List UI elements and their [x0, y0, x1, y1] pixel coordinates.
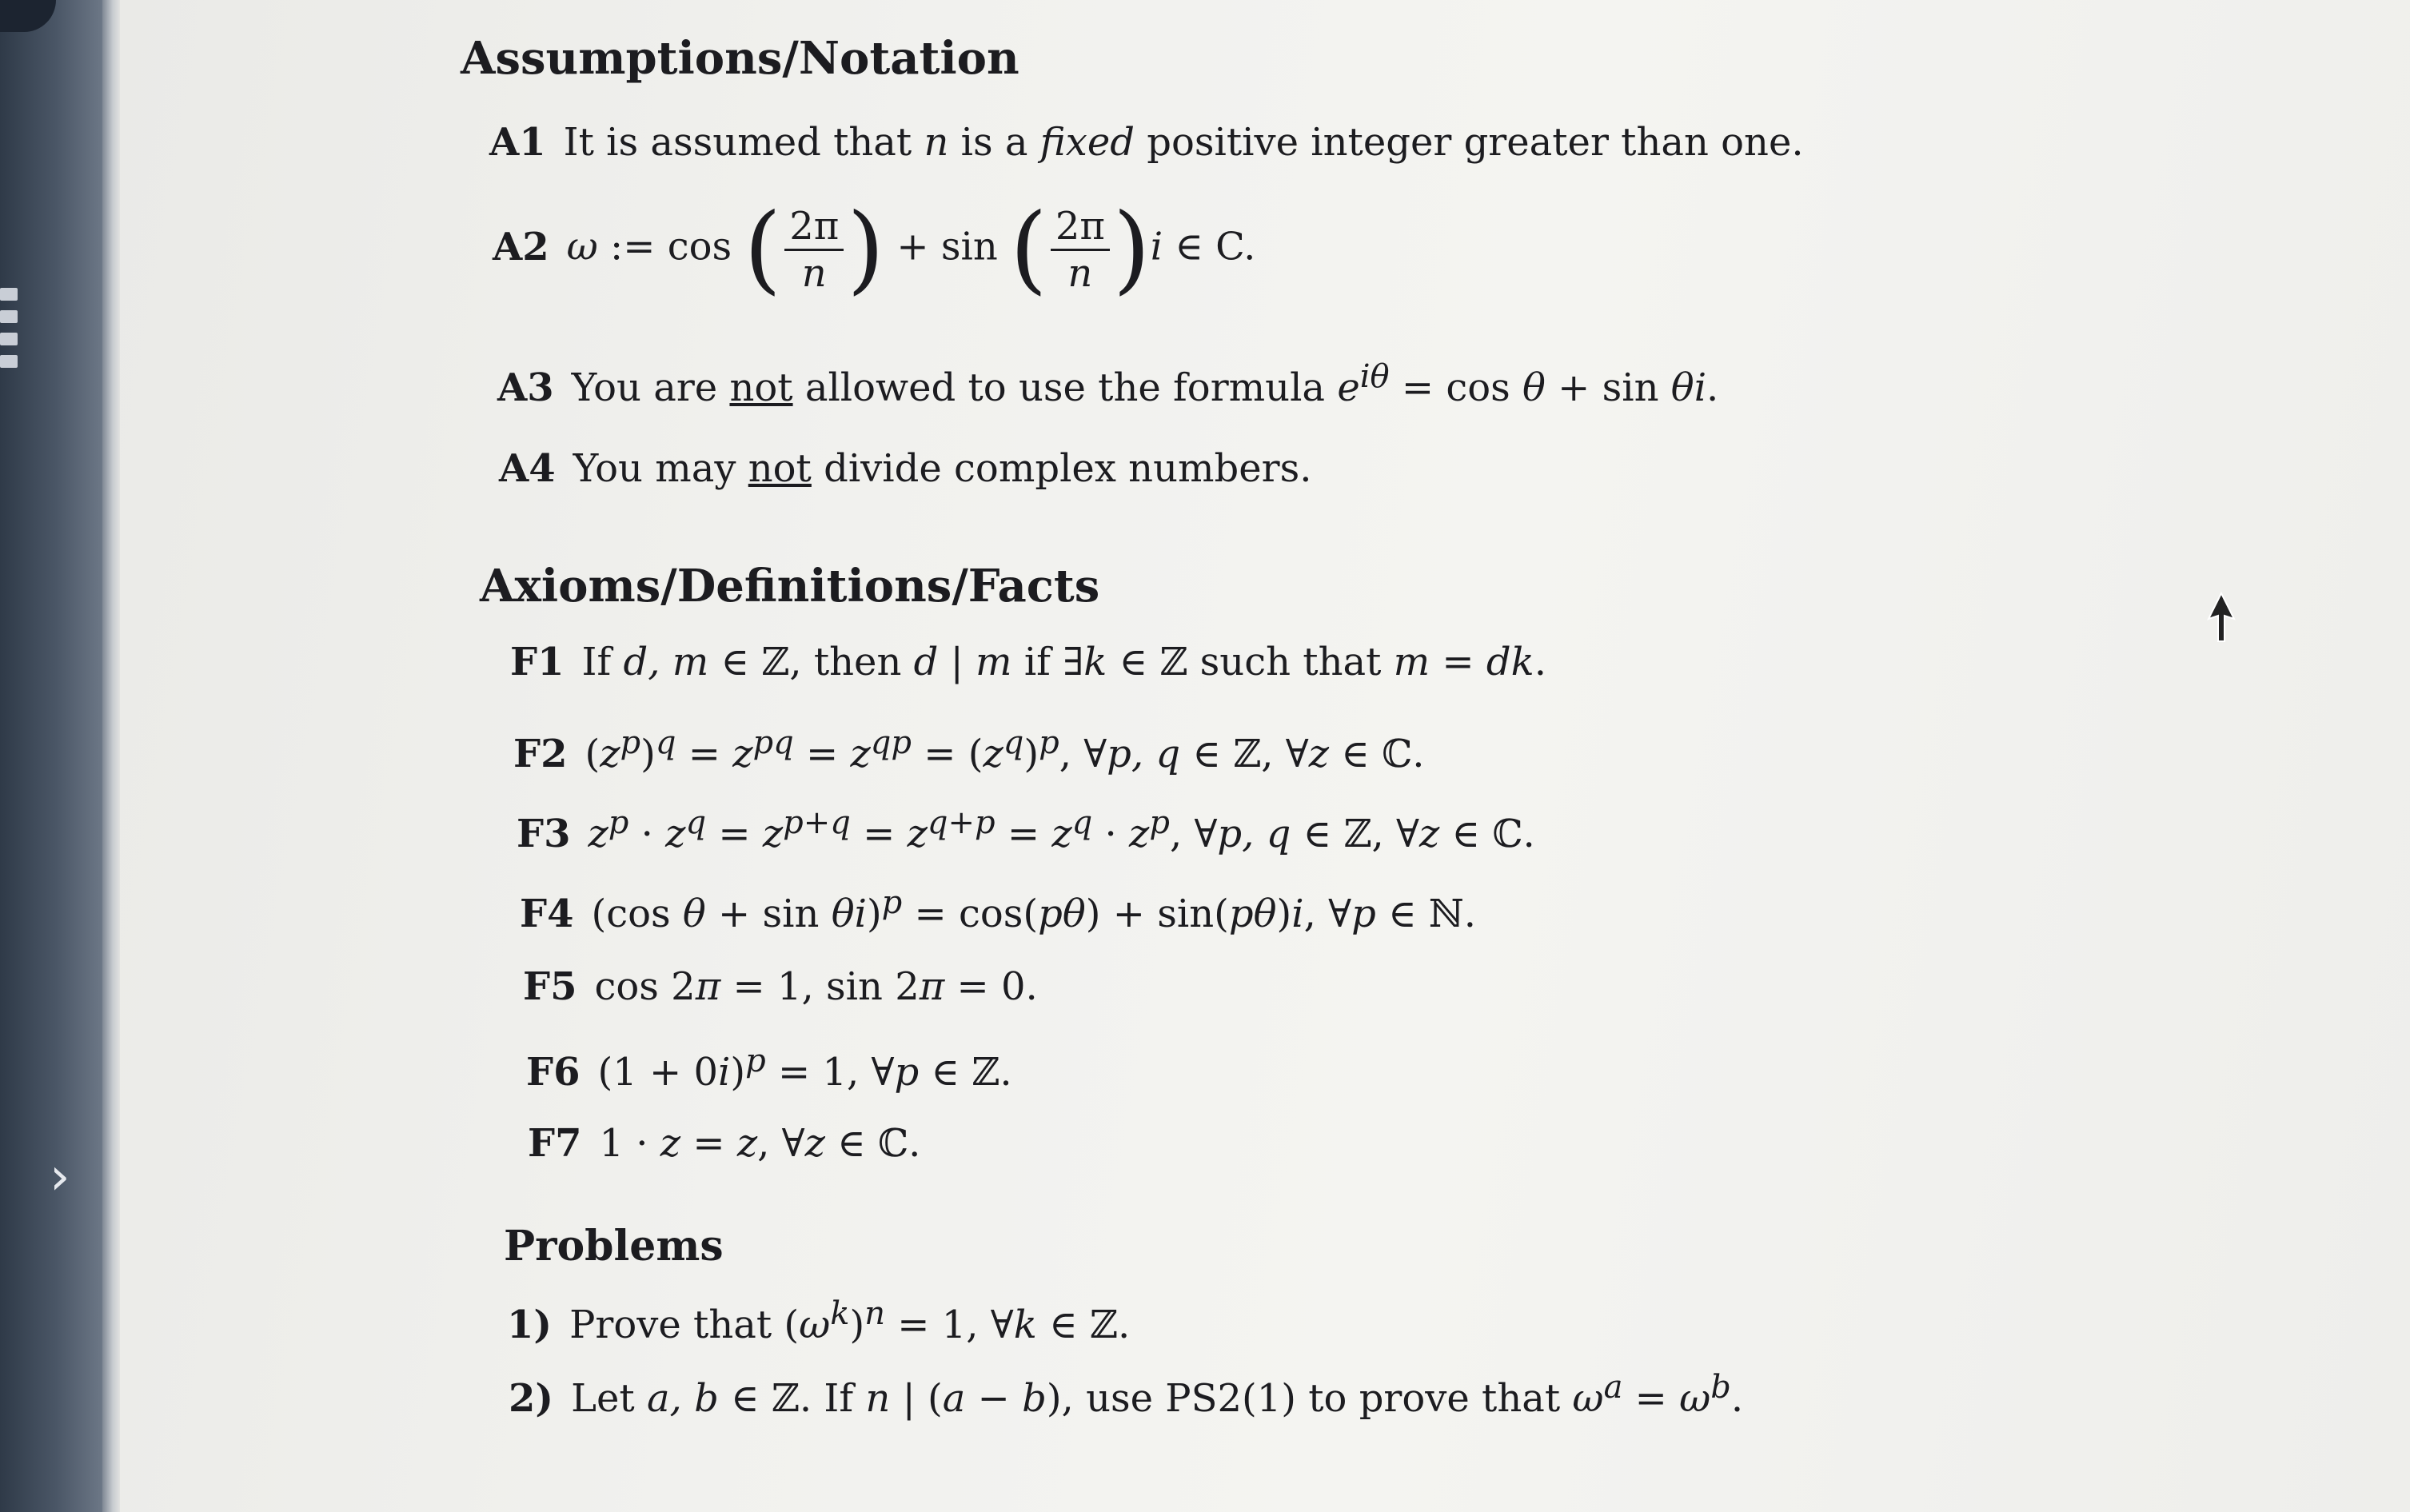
assumption-a4: A4 You may not divide complex numbers.	[499, 446, 1312, 491]
fact-label: F2	[513, 732, 568, 776]
fact-label: F5	[523, 964, 577, 1009]
fraction-2pi-over-n: $\frac{2\pi}{n}$	[1051, 204, 1110, 296]
fact-f4: F4 (cos θ + sin θi)$^p$ = cos(pθ) + sin(pθ)i, ∀p ∈ ℕ.	[520, 884, 1476, 936]
problem-1: 1) Prove that $(\omega^k)^n = 1$, ∀k ∈ ℤ.	[507, 1295, 1131, 1347]
assumption-a3: A3 You are not allowed to use the formula $e^{i\theta} = \cos \theta + \sin \theta i$.	[497, 358, 1719, 410]
fact-f6: F6 $(1 + 0i)^p = 1$, ∀p ∈ ℤ.	[526, 1043, 1012, 1095]
problems-heading: Problems	[504, 1222, 724, 1271]
assumptions-heading: Assumptions/Notation	[461, 32, 1019, 85]
assumption-label: A4	[499, 446, 556, 491]
chevron-right-icon[interactable]: ›	[50, 1147, 70, 1207]
fact-label: F3	[517, 812, 571, 856]
fact-label: F6	[526, 1050, 581, 1095]
fact-f1: F1 If d, m ∈ ℤ, then d | m if ∃k ∈ ℤ such that m = dk.	[510, 640, 1546, 684]
problem-label: 1)	[507, 1303, 553, 1347]
fact-f5: F5 cos 2π = 1, sin 2π = 0.	[523, 964, 1038, 1009]
fraction-2pi-over-n: $\frac{2\pi}{n}$	[784, 204, 844, 296]
assumption-label: A1	[489, 120, 546, 165]
mouse-cursor-icon	[2205, 592, 2237, 648]
assumption-a1: A1 It is assumed that n is a fixed positive integer greater than one.	[489, 120, 1804, 165]
fact-label: F1	[510, 640, 565, 684]
fact-f2: F2 $(z^p)^q = z^{pq} = z^{qp} = (z^q)^p$, ∀p, q ∈ ℤ, ∀z ∈ ℂ.	[513, 724, 1425, 776]
fact-f7: F7 1 · z = z, ∀z ∈ ℂ.	[528, 1121, 921, 1166]
problem-label: 2)	[509, 1376, 554, 1421]
fact-label: F7	[528, 1121, 582, 1166]
fact-label: F4	[520, 892, 574, 936]
axioms-heading: Axioms/Definitions/Facts	[480, 560, 1100, 612]
problem-2: 2) Let a, b ∈ ℤ. If n | (a − b), use PS2(1) to prove that $\omega^a = \omega^b$.	[509, 1369, 1744, 1421]
fact-f3: F3 $z^p \cdot z^q = z^{p+q} = z^{q+p} = z^q \cdot z^p$, ∀p, q ∈ ℤ, ∀z ∈ ℂ.	[517, 804, 1535, 856]
assumption-label: A3	[497, 365, 554, 410]
assumption-label: A2	[493, 224, 549, 269]
assumption-a2: A2 ω := cos ( $\frac{2\pi}{n}$ ) + sin ( $\frac{2\pi}{n}$ )i ∈ C.	[493, 193, 1256, 305]
